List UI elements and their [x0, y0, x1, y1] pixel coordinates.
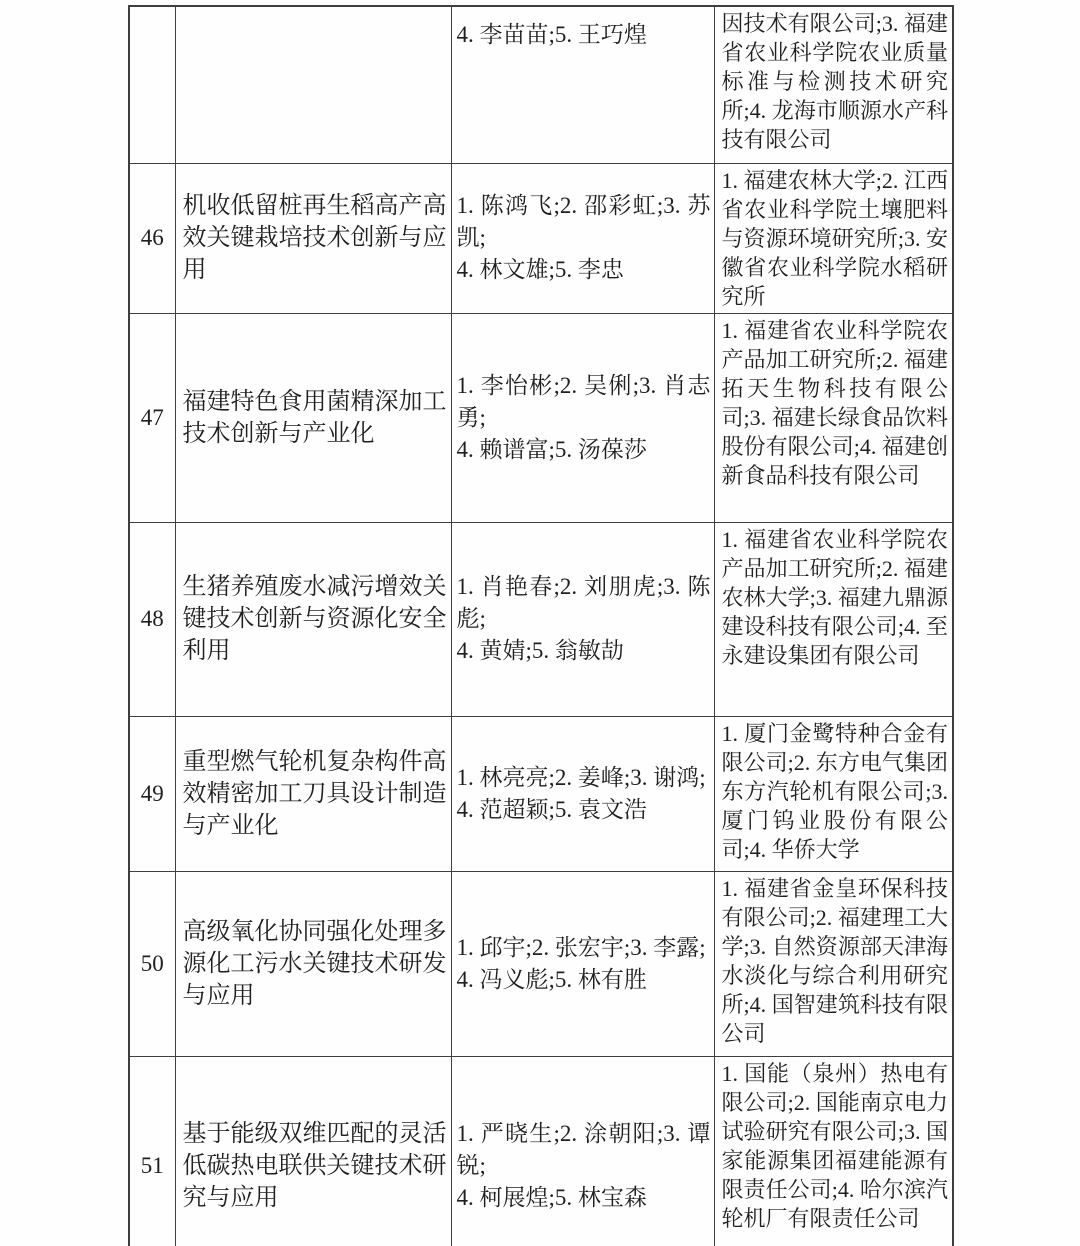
organizations-cell [714, 871, 953, 1056]
table-row-51 [129, 1056, 953, 1246]
completers-cell [451, 6, 714, 163]
project-title-cell [175, 716, 451, 871]
completers-cell [451, 871, 714, 1056]
completers-line: 1. 李怡彬;2. 吴俐;3. 肖志勇; [456, 372, 711, 430]
row-number-cell: 47 [129, 313, 175, 522]
project-title-cell [175, 871, 451, 1056]
completers-line: 4. 赖谱富;5. 汤葆莎 [456, 436, 647, 462]
organizations-text: 1. 福建省金皇环保科技有限公司;2. 福建理工大学;3. 自然资源部天津海水淡化与综合利用研究所;4. 国智建筑科技有限公司 [721, 875, 948, 1046]
completers-cell [451, 1056, 714, 1246]
completers-line: 4. 李苗苗;5. 王巧煌 [456, 22, 647, 47]
completers-line: 1. 肖艳春;2. 刘朋虎;3. 陈彪; [456, 574, 711, 631]
award-projects-table [128, 5, 954, 1246]
completers-cell [451, 522, 714, 716]
row-number-cell: 51 [129, 1056, 175, 1246]
project-title-cell [175, 522, 451, 716]
project-title: 重型燃气轮机复杂构件高效精密加工刀具设计制造与产业化 [182, 748, 447, 839]
row-number-cell [129, 6, 175, 163]
organizations-cell [714, 1056, 953, 1246]
organizations-text: 1. 福建省农业科学院农产品加工研究所;2. 福建拓天生物科技有限公司;3. 福建长绿食品饮料股份有限公司;4. 福建创新食品科技有限公司 [721, 317, 948, 488]
project-title: 基于能级双维匹配的灵活低碳热电联供关键技术研究与应用 [182, 1120, 447, 1211]
completers-line: 4. 冯义彪;5. 林有胜 [456, 966, 647, 992]
completers-line: 1. 严晓生;2. 涂朝阳;3. 谭锐; [456, 1120, 711, 1178]
row-number-cell: 46 [129, 163, 175, 313]
row-number-cell: 50 [129, 871, 175, 1056]
organizations-cell [714, 522, 953, 716]
completers-line: 4. 柯展煌;5. 林宝森 [456, 1184, 647, 1210]
completers-line: 1. 邱宇;2. 张宏宇;3. 李露; [456, 934, 706, 960]
table-row-partial [129, 6, 953, 163]
organizations-text: 1. 福建农林大学;2. 江西省农业科学院土壤肥料与资源环境研究所;3. 安徽省农业科学院水稻研究所 [721, 167, 948, 309]
project-title-cell [175, 313, 451, 522]
completers-cell [451, 716, 714, 871]
completers-cell [451, 313, 714, 522]
organizations-cell [714, 163, 953, 313]
organizations-cell [714, 313, 953, 522]
organizations-text: 1. 福建省农业科学院农产品加工研究所;2. 福建农林大学;3. 福建九鼎源建设科技有限公司;4. 至永建设集团有限公司 [721, 526, 948, 668]
table-row-50 [129, 871, 953, 1056]
project-title: 机收低留桩再生稻高产高效关键栽培技术创新与应用 [182, 193, 447, 283]
project-title-cell [175, 1056, 451, 1246]
completers-line: 1. 林亮亮;2. 姜峰;3. 谢鸿; [456, 764, 706, 790]
project-title: 福建特色食用菌精深加工技术创新与产业化 [182, 388, 447, 447]
row-number-cell: 48 [129, 522, 175, 716]
table-row-48 [129, 522, 953, 716]
completers-line: 1. 陈鸿飞;2. 邵彩虹;3. 苏凯; [456, 193, 711, 250]
row-number-cell: 49 [129, 716, 175, 871]
organizations-text: 1. 国能（泉州）热电有限公司;2. 国能南京电力试验研究有限公司;3. 国家能源集团福建能源有限责任公司;4. 哈尔滨汽轮机厂有限责任公司 [721, 1060, 948, 1231]
completers-cell [451, 163, 714, 313]
table-row-49 [129, 716, 953, 871]
project-title: 高级氧化协同强化处理多源化工污水关键技术研发与应用 [182, 918, 447, 1009]
project-title-cell [175, 6, 451, 163]
completers-line: 4. 林文雄;5. 李忠 [456, 257, 624, 282]
organizations-text: 因技术有限公司;3. 福建省农业科学院农业质量标准与检测技术研究所;4. 龙海市顺源水产科技有限公司 [721, 11, 948, 152]
completers-line: 4. 范超颖;5. 袁文浩 [456, 796, 647, 822]
table-row-46 [129, 163, 953, 313]
project-title-cell [175, 163, 451, 313]
completers-line: 4. 黄婧;5. 翁敏劼 [456, 638, 624, 663]
organizations-text: 1. 厦门金鹭特种合金有限公司;2. 东方电气集团东方汽轮机有限公司;3. 厦门钨业股份有限公司;4. 华侨大学 [721, 720, 948, 862]
organizations-cell [714, 716, 953, 871]
table-row-47 [129, 313, 953, 522]
project-title: 生猪养殖废水减污增效关键技术创新与资源化安全利用 [182, 574, 447, 664]
organizations-cell [714, 6, 953, 163]
